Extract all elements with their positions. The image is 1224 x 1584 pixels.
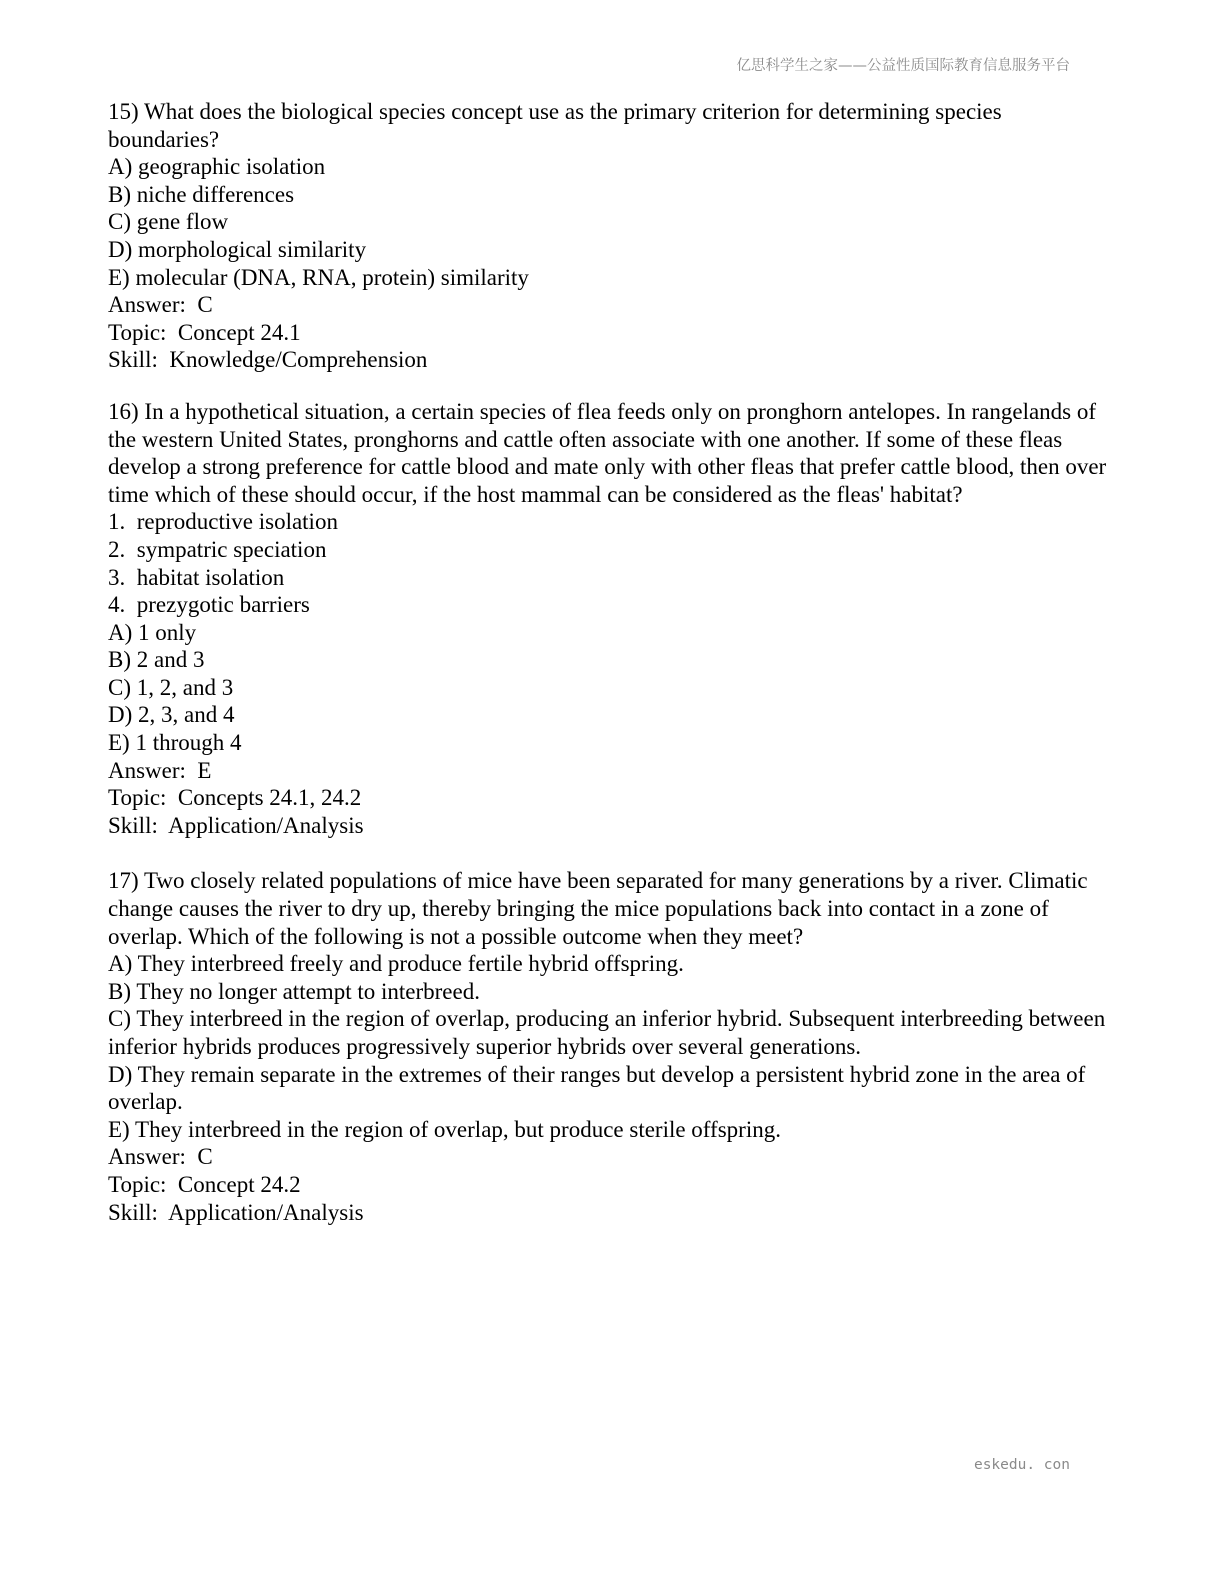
option-a: A) They interbreed freely and produce fertile hybrid offspring. [108,951,684,977]
topic: Topic: Concept 24.1 [108,319,301,345]
option-c: C) gene flow [108,209,229,235]
option-d: D) morphological similarity [108,236,367,262]
skill: Skill: Application/Analysis [108,1199,364,1225]
page-header: 亿思科学生之家——公益性质国际教育信息服务平台 [736,58,1070,74]
option-a: A) geographic isolation [108,154,326,180]
numbered-item-1: 1. reproductive isolation [108,509,338,535]
answer: Answer: C [108,1144,213,1170]
numbered-item-4: 4. prezygotic barriers [108,592,310,618]
skill: Skill: Application/Analysis [108,812,364,838]
document-body [108,98,1118,1226]
topic: Topic: Concept 24.2 [108,1171,301,1197]
option-e: E) They interbreed in the region of overlap, but produce sterile offspring. [108,1116,781,1142]
option-e: E) 1 through 4 [108,730,242,756]
option-d: D) 2, 3, and 4 [108,702,235,728]
question-16 [108,398,1118,840]
answer: Answer: C [108,292,213,318]
answer: Answer: E [108,757,212,783]
question-stem: 17) Two closely related populations of mice have been separated for many generations by a river. Climatic change causes the river to dry up, thereby bringing the mice populations back into contact in a zone of overlap. Which of the following is not a possible outcome when they meet? [108,868,1094,949]
option-c: C) 1, 2, and 3 [108,674,234,700]
option-d: D) They remain separate in the extremes of their ranges but develop a persistent hybrid zone in the area of overlap. [108,1061,1092,1115]
question-15 [108,98,1118,374]
numbered-item-3: 3. habitat isolation [108,564,285,590]
option-e: E) molecular (DNA, RNA, protein) similarity [108,264,529,290]
skill: Skill: Knowledge/Comprehension [108,347,428,373]
topic: Topic: Concepts 24.1, 24.2 [108,785,362,811]
numbered-item-2: 2. sympatric speciation [108,536,327,562]
option-b: B) niche differences [108,181,295,207]
option-c: C) They interbreed in the region of overlap, producing an inferior hybrid. Subsequent interbreeding between inferior hybrids produces progressively superior hybrids over several generations. [108,1006,1111,1059]
question-stem: 15) What does the biological species concept use as the primary criterion for determining species boundaries? [108,99,1008,152]
option-b: B) They no longer attempt to interbreed. [108,978,480,1004]
question-17 [108,867,1118,1226]
page-footer: eskedu. con [973,1457,1070,1473]
question-stem: 16) In a hypothetical situation, a certain species of flea feeds only on pronghorn antelopes. In rangelands of the western United States, pronghorns and cattle often associate with one another. If some of these fleas develop a strong preference for cattle blood and mate only with other fleas that prefer cattle blood, then over time which of these should occur, if the host mammal can be considered as the fleas' habitat? [108,398,1112,507]
option-a: A) 1 only [108,619,197,645]
option-b: B) 2 and 3 [108,647,205,673]
